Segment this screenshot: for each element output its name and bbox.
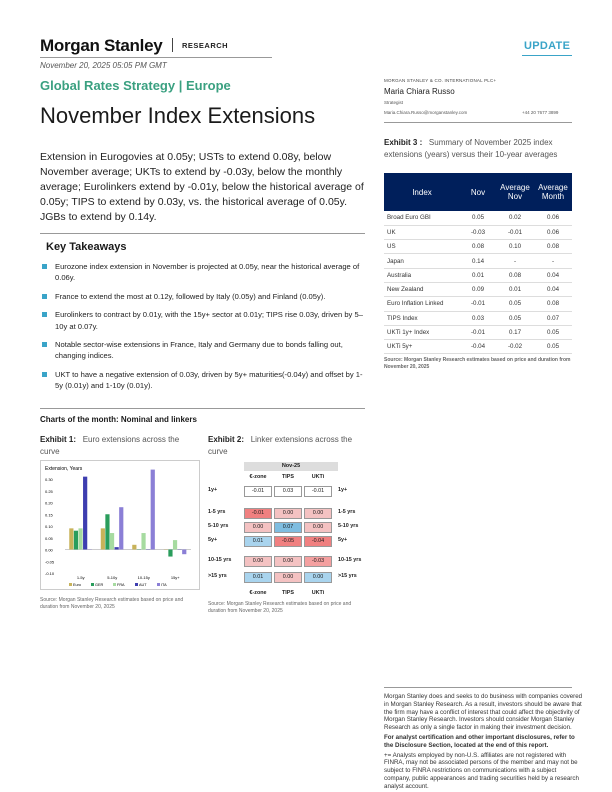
- table-cell-index: UKTi 5y+: [384, 340, 460, 354]
- table-cell-value: 0.05: [534, 340, 572, 354]
- table-row: [384, 254, 572, 268]
- y-tick-label: 0.10: [45, 524, 53, 529]
- heatmap-row-label: 5y+: [208, 537, 218, 543]
- exhibit3: [384, 137, 584, 371]
- legend-label: FRA: [117, 583, 125, 587]
- heatmap-col-header: €-zone: [249, 474, 267, 480]
- takeaway-item: UKT to have a negative extension of 0.03y, driven by 5y+ maturities(-0.04y) and offset by 1-5y (0.01y) and 1-10y (0.01y).: [40, 369, 368, 392]
- table-cell-value: 0.02: [496, 211, 534, 225]
- legend-label: AUT: [139, 583, 147, 587]
- col-header-index: Index: [384, 173, 460, 211]
- heatmap-period-header: Nov-25: [244, 462, 338, 471]
- legend-label: ITA: [161, 583, 167, 587]
- takeaway-item: Eurolinkers to contract by 0.01y, with the 15y+ sector at 0.01y; TIPS rise 0.03y, driven by 5–10y at 0.07y.: [40, 309, 368, 332]
- logo-divider: [172, 38, 173, 52]
- table-cell-value: -0.01: [460, 297, 496, 311]
- bar-euro-10-15y: [132, 545, 136, 550]
- legend-swatch: [157, 583, 160, 586]
- legend-label: GER: [95, 583, 104, 587]
- heatmap-cell: -0.04: [304, 536, 332, 547]
- exhibit2-source: Source: Morgan Stanley Research estimates based on price and duration from November 20, 2025: [208, 601, 352, 614]
- header-rule: [40, 57, 272, 58]
- disclaimer-rule: [384, 687, 572, 688]
- heatmap-col-header: UKTi: [311, 474, 325, 480]
- y-tick-label: -0.10: [45, 571, 55, 576]
- heatmap-row-label-right: 10-15 yrs: [338, 557, 362, 563]
- exhibit3-source: Source: Morgan Stanley Research estimates based on price and duration from November 20, 2025: [384, 357, 571, 371]
- sidebar-rule: [384, 122, 572, 123]
- table-cell-value: -0.03: [460, 225, 496, 239]
- table-row: [384, 211, 572, 225]
- disclaimer-certification: For analyst certification and other important disclosures, refer to the Disclosure Section, located at the end of this report.: [384, 733, 575, 749]
- table-cell-index: Broad Euro GBI: [384, 211, 460, 225]
- charts-rule: [40, 408, 365, 409]
- heatmap-row-label: 1y+: [208, 487, 218, 493]
- table-cell-value: -: [534, 254, 572, 268]
- takeaways-rule: [40, 233, 365, 234]
- analyst-email[interactable]: Maria.Chiara.Russo@morganstanley.com: [384, 110, 468, 115]
- bar-fra-1-5y: [78, 528, 82, 549]
- table-cell-value: 0.08: [534, 240, 572, 254]
- col-header-nov: Nov: [460, 173, 496, 211]
- heatmap-cell: 0.00: [274, 556, 302, 567]
- analyst-name: Maria Chiara Russo: [384, 87, 455, 96]
- bar-euro-1-5y: [69, 528, 73, 549]
- table-cell-value: -0.04: [460, 340, 496, 354]
- heatmap-cell: 0.00: [304, 522, 332, 533]
- table-cell-value: 0.10: [496, 240, 534, 254]
- heatmap-row-label: 10-15 yrs: [208, 557, 232, 563]
- col-header-avg-nov: Average Nov: [496, 173, 534, 211]
- table-cell-value: 0.04: [534, 268, 572, 282]
- heatmap-cell: -0.05: [274, 536, 302, 547]
- exhibit3-label: Exhibit 3 :: [384, 138, 423, 147]
- research-label: RESEARCH: [182, 41, 229, 50]
- table-cell-index: UK: [384, 225, 460, 239]
- table-cell-index: UKTi 1y+ Index: [384, 325, 460, 339]
- y-tick-label: 0.30: [45, 477, 53, 482]
- key-takeaways-list: [40, 261, 368, 399]
- bar-ger-1-5y: [74, 531, 78, 550]
- disclaimer-finra: += Analysts employed by non-U.S. affiliates are not registered with FINRA, may not be associated persons of the member and may not be subject to FINRA restrictions on communications with a subject company, public appearances and trading securities held by a research analyst account.: [384, 751, 579, 790]
- table-cell-value: 0.17: [496, 325, 534, 339]
- x-tick-label: 15y+: [170, 575, 180, 580]
- exhibit1-chart: [40, 460, 200, 590]
- takeaway-item: Notable sector-wise extensions in France, Italy and Germany due to bonds falling out, changing indices.: [40, 339, 368, 362]
- heatmap-row-label-right: >15 yrs: [338, 573, 357, 579]
- table-cell-value: 0.03: [460, 311, 496, 325]
- legend-label: Euro: [73, 583, 82, 587]
- exhibit1-source: Source: Morgan Stanley Research estimates based on price and duration from November 20, 2025: [40, 597, 184, 610]
- heatmap-col-footer: €-zone: [249, 590, 267, 596]
- col-header-avg-month: Average Month: [534, 173, 572, 211]
- table-cell-index: Australia: [384, 268, 460, 282]
- bar-euro-5-10y: [101, 528, 105, 549]
- takeaway-item: France to extend the most at 0.12y, followed by Italy (0.05y) and Finland (0.05y).: [40, 291, 368, 302]
- exhibit1-caption: [40, 434, 200, 458]
- heatmap-cell: 0.00: [244, 556, 272, 567]
- key-takeaways-title: Key Takeaways: [46, 241, 127, 253]
- heatmap-row-label-right: 5-10 yrs: [338, 523, 359, 529]
- exhibit2-caption: [208, 434, 368, 458]
- heatmap-col-header: TIPS: [282, 474, 294, 480]
- table-header-row: [384, 173, 572, 211]
- exhibit3-caption: [384, 137, 574, 161]
- table-cell-value: 0.08: [534, 297, 572, 311]
- heatmap-cell: 0.00: [244, 522, 272, 533]
- table-cell-value: 0.06: [534, 211, 572, 225]
- table-cell-value: 0.08: [496, 268, 534, 282]
- x-tick-label: 1-5y: [76, 575, 85, 580]
- publication-date: November 20, 2025 05:05 PM GMT: [40, 61, 167, 70]
- heatmap-cell: 0.03: [274, 486, 302, 497]
- table-cell-value: 0.05: [496, 297, 534, 311]
- y-tick-label: 0.00: [45, 547, 53, 553]
- heatmap-cell: 0.07: [274, 522, 302, 533]
- table-cell-value: 0.01: [460, 268, 496, 282]
- summary-paragraph: Extension in Eurogovies at 0.05y; USTs to extend 0.08y, below November average; UKTs to extend by -0.03y, below the monthly average; Eurolinkers extend by -0.01y, below the historical average of 0.05y; TIPS to extend by 0.03y, vs. the historical average of 0.05y. JGBs to extend by 0.14y.: [40, 151, 364, 223]
- heatmap-cell: -0.03: [304, 556, 332, 567]
- heatmap-row-label: 5-10 yrs: [208, 523, 229, 529]
- legend-swatch: [69, 583, 72, 586]
- table-cell-value: -: [496, 254, 534, 268]
- table-row: [384, 240, 572, 254]
- heatmap-cell: 0.00: [304, 508, 332, 519]
- bar-fra-15y+: [173, 540, 177, 549]
- heatmap-cell: -0.01: [244, 508, 272, 519]
- table-row: [384, 225, 572, 239]
- heatmap-cell: 0.00: [274, 572, 302, 583]
- heatmap-cell: 0.01: [244, 572, 272, 583]
- exhibit1-label: Exhibit 1:: [40, 435, 77, 444]
- y-axis-label: Extension, Years: [45, 466, 83, 472]
- table-row: [384, 268, 572, 282]
- heatmap-cell: 0.00: [274, 508, 302, 519]
- table-cell-value: -0.01: [496, 225, 534, 239]
- sidebar-firm: MORGAN STANLEY & CO. INTERNATIONAL PLC+: [384, 78, 497, 83]
- table-row: [384, 282, 572, 296]
- heatmap-cell: 0.01: [244, 536, 272, 547]
- heatmap-row-label: 1-5 yrs: [208, 509, 226, 515]
- table-cell-index: Euro Inflation Linked: [384, 297, 460, 311]
- table-cell-value: 0.08: [460, 240, 496, 254]
- table-cell-value: 0.05: [460, 211, 496, 225]
- analyst-phone: +44 20 7677 3899: [522, 110, 559, 115]
- bar-fra-10-15y: [141, 533, 145, 549]
- bar-aut-1-5y: [83, 477, 87, 550]
- table-cell-value: 0.01: [496, 282, 534, 296]
- bar-ita-15y+: [182, 550, 186, 555]
- table-row: [384, 297, 572, 311]
- legend-swatch: [91, 583, 94, 586]
- heatmap-cell: -0.01: [244, 486, 272, 497]
- table-cell-index: US: [384, 240, 460, 254]
- table-cell-value: 0.07: [534, 311, 572, 325]
- table-row: [384, 311, 572, 325]
- table-cell-value: 0.06: [534, 225, 572, 239]
- heatmap-row-label-right: 5y+: [338, 537, 348, 543]
- brand-logo: Morgan Stanley: [40, 36, 163, 55]
- bar-ger-15y+: [168, 550, 172, 557]
- table-row: [384, 340, 572, 354]
- document-title: November Index Extensions: [40, 103, 316, 128]
- table-row: [384, 325, 572, 339]
- y-tick-label: 0.05: [45, 535, 53, 541]
- exhibit2-title: Linker extensions across the curve: [208, 435, 353, 456]
- heatmap-row-label-right: 1-5 yrs: [338, 509, 356, 515]
- exhibit2-label: Exhibit 2:: [208, 435, 245, 444]
- takeaway-item: Eurozone index extension in November is projected at 0.05y, near the historical average of 0.06y.: [40, 261, 368, 284]
- y-tick-label: 0.15: [45, 512, 53, 518]
- x-tick-label: 5-10y: [107, 575, 118, 580]
- table-cell-value: 0.09: [460, 282, 496, 296]
- y-tick-label: 0.20: [45, 500, 53, 506]
- bar-aut-5-10y: [115, 547, 119, 549]
- section-title: Global Rates Strategy | Europe: [40, 78, 231, 93]
- table-cell-value: 0.05: [496, 311, 534, 325]
- bar-ger-5-10y: [105, 514, 109, 549]
- exhibit3-title: Summary of November 2025 index extensions (years) versus their 10-year averages: [384, 138, 558, 159]
- heatmap-row-label-right: 1y+: [338, 487, 348, 493]
- legend-swatch: [135, 583, 138, 586]
- disclaimer-conflict: Morgan Stanley does and seeks to do business with companies covered in Morgan Stanley Research. As a result, investors should be aware that the firm may have a conflict of interest that could affect the objectivity of Morgan Stanley Research. Investors should consider Morgan Stanley Research as only a single factor in making their investment decision.: [384, 693, 583, 732]
- bar-fra-5-10y: [110, 533, 114, 549]
- charts-title: Charts of the month: Nominal and linkers: [40, 415, 197, 424]
- y-tick-label: 0.25: [45, 488, 53, 494]
- y-tick-label: -0.05: [45, 559, 55, 565]
- x-tick-label: 10-15y: [137, 575, 150, 580]
- table-cell-index: Japan: [384, 254, 460, 268]
- analyst-role: Strategist: [384, 100, 404, 105]
- table-cell-value: 0.14: [460, 254, 496, 268]
- table-cell-index: TIPS Index: [384, 311, 460, 325]
- table-cell-value: -0.02: [496, 340, 534, 354]
- table-cell-index: New Zealand: [384, 282, 460, 296]
- heatmap-cell: -0.01: [304, 486, 332, 497]
- bar-ita-10-15y: [151, 470, 155, 550]
- exhibit1-title: Euro extensions across the curve: [40, 435, 180, 456]
- table-cell-value: 0.05: [534, 325, 572, 339]
- linker-heatmap: [208, 460, 368, 600]
- bar-chart: [41, 461, 199, 589]
- heatmap-col-footer: TIPS: [282, 590, 294, 596]
- disclaimer: [384, 693, 584, 792]
- legend-swatch: [113, 583, 116, 586]
- summary-table: [384, 173, 572, 354]
- header-rule-right: [522, 55, 572, 56]
- heatmap-cell: 0.00: [304, 572, 332, 583]
- bar-ita-5-10y: [119, 507, 123, 549]
- update-badge: UPDATE: [524, 40, 571, 52]
- table-cell-value: 0.04: [534, 282, 572, 296]
- heatmap-col-footer: UKTi: [311, 590, 325, 596]
- table-cell-value: -0.01: [460, 325, 496, 339]
- heatmap-row-label: >15 yrs: [208, 573, 227, 579]
